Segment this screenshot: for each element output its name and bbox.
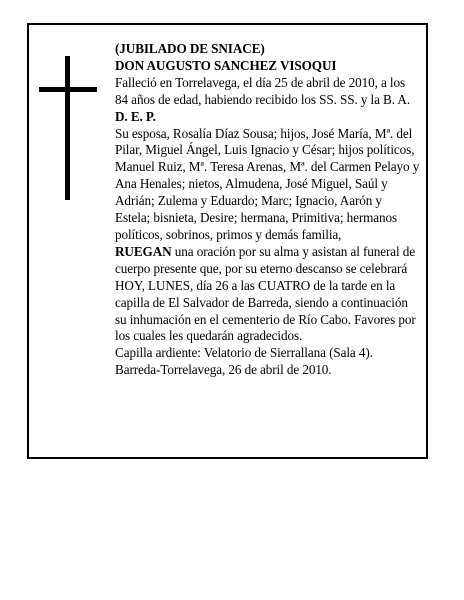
place-date: Barreda-Torrelavega, 26 de abril de 2010.	[115, 362, 332, 378]
deceased-name: DON AUGUSTO SANCHEZ VISOQUI	[115, 57, 337, 73]
ruegan-word: RUEGAN	[115, 243, 172, 259]
cross-icon	[39, 56, 97, 200]
family-list: Su esposa, Rosalía Díaz Sousa; hijos, José María, Mª. del Pilar, Miguel Ángel, Luis Ignacio y César; hijos políticos, Manuel Ruiz, Mª. Teresa Arenas, Mª. del Carmen Pelayo y Ana Henales; nietos, Almudena, José Miguel, Saúl y Adrián; Zulema y Eduardo; Marc; Ignacio, Aarón y Estela; bisnieta, Desire; hermana, Primitiva; hermanos políticos, sobrinos, primos y demás familia,	[115, 125, 420, 242]
chapel-info: Capilla ardiente: Velatorio de Sierrallana (Sala 4).	[115, 345, 373, 361]
ruegan-paragraph	[115, 244, 420, 345]
cross-vertical-bar	[65, 56, 70, 200]
notice-text	[115, 41, 420, 379]
ruegan-text: una oración por su alma y asistan al funeral de cuerpo presente que, por su eterno descanso se celebrará HOY, LUNES, día 26 a las CUATRO de la tarde en la capilla de El Salvador de Barreda, siendo a continuación su inhumación en el cementerio de Río Cabo. Favores por los cuales les quedarán agradecidos.	[115, 243, 416, 344]
dep-heading: D. E. P.	[115, 108, 156, 124]
cross-horizontal-bar	[39, 87, 97, 92]
death-info: Falleció en Torrelavega, el día 25 de abril de 2010, a los 84 años de edad, habiendo recibido los SS. SS. y la B. A.	[115, 74, 411, 107]
obituary-notice	[27, 23, 428, 459]
affiliation: (JUBILADO DE SNIACE)	[115, 41, 265, 56]
